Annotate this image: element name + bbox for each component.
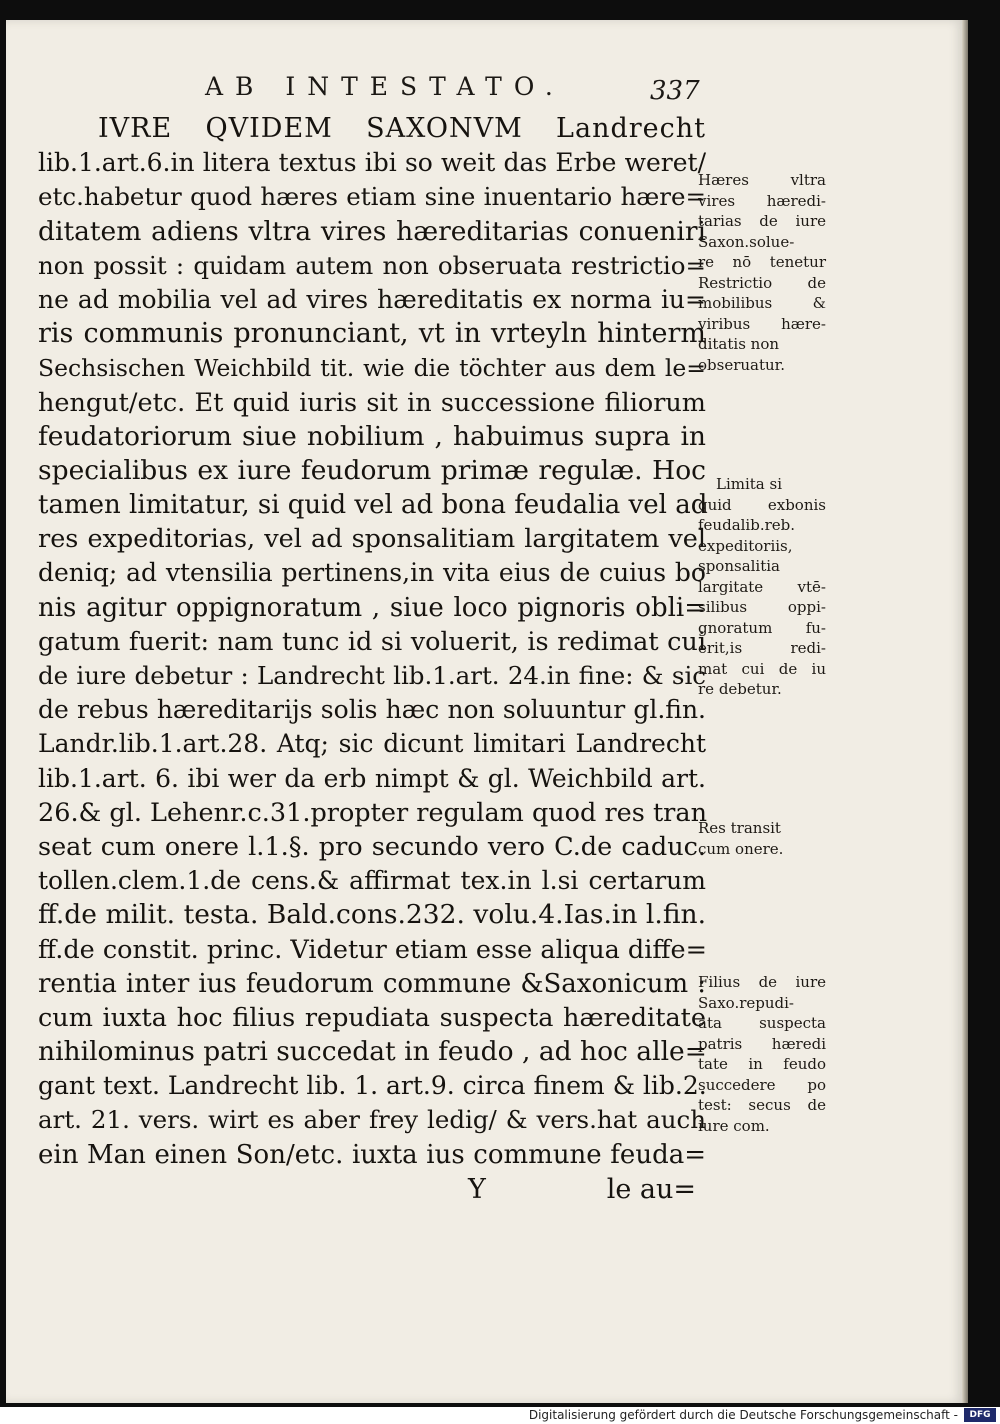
body-text <box>38 112 706 1208</box>
text-line: nihilominus patri succedat in feudo , ad hoc alle= <box>38 1036 707 1068</box>
marginal-note-limita <box>698 474 826 700</box>
marginal-line: largitate vtē- <box>698 577 826 596</box>
marginal-line: erit,is redi- <box>698 639 826 657</box>
text-line: res expeditorias, vel ad sponsalitiam largitatem vel <box>38 524 706 555</box>
text-line: ditatem adiens vltra vires hæreditarias conueniri <box>38 215 706 247</box>
marginal-line: expeditoriis, <box>698 536 793 555</box>
running-head: AB INTESTATO. <box>205 72 565 101</box>
page-number: 337 <box>650 76 700 106</box>
footer-bar <box>0 1407 1000 1424</box>
marginal-line: sponsalitia <box>698 557 780 575</box>
marginal-line: Filius de iure <box>698 973 826 991</box>
text-line: tollen.clem.1.de cens.& affirmat tex.in l.si certarum <box>38 866 706 896</box>
marginal-line: Limita si <box>716 475 783 493</box>
text-line: ff.de constit. princ. Videtur etiam esse aliqua diffe= <box>38 934 707 965</box>
marginal-line: obseruatur. <box>698 355 785 374</box>
marginal-line: Res transit <box>698 819 781 837</box>
marginal-line: vires hæredi- <box>698 191 826 210</box>
text-line: etc.habetur quod hæres etiam sine inuentario hære= <box>38 182 706 212</box>
text-line: gatum fuerit: nam tunc id si voluerit, is redimat cui <box>38 626 706 657</box>
text-line: de rebus hæreditarijs solis hæc non soluuntur gl.fin. <box>38 695 706 725</box>
marginal-line: Saxo.repudi- <box>698 993 794 1012</box>
text-line: IVRE QVIDEM SAXONVM Landrecht <box>98 113 706 144</box>
text-line: nis agitur oppignoratum , siue loco pignoris obli= <box>38 592 706 623</box>
catchword-line <box>38 1172 706 1208</box>
text-line: ne ad mobilia vel ad vires hæreditatis ex norma iu= <box>38 284 706 314</box>
text-line: lib.1.art. 6. ibi wer da erb nimpt & gl. Weichbild art. <box>38 763 706 793</box>
text-line: feudatoriorum siue nobilium , habuimus supra in <box>38 420 706 452</box>
marginal-note-res <box>698 818 826 859</box>
text-line: de iure debetur : Landrecht lib.1.art. 24.in fine: & sic <box>38 661 706 690</box>
marginal-line: tarias de iure <box>698 212 826 230</box>
marginal-line: tate in feudo <box>698 1055 826 1073</box>
funding-notice: Digitalisierung gefördert durch die Deutsche Forschungsgemeinschaft - <box>528 1408 958 1422</box>
text-line: 26.& gl. Lehenr.c.31.propter regulam quod res tran <box>38 797 708 828</box>
text-line: hengut/etc. Et quid iuris sit in successione filiorum <box>38 387 706 418</box>
marginal-line: Hæres vltra <box>698 171 826 189</box>
marginal-line: cum onere. <box>698 839 784 858</box>
text-line: deniq; ad vtensilia pertinens,in vita eius de cuius bo <box>38 558 706 588</box>
marginal-line: feudalib.reb. <box>698 516 796 534</box>
marginal-line: Saxon.solue- <box>698 232 795 251</box>
text-line: art. 21. vers. wirt es aber frey ledig/ & vers.hat auch <box>38 1105 706 1135</box>
marginal-line: silibus oppi- <box>698 598 826 616</box>
marginal-line: viribus hære- <box>698 314 826 333</box>
text-line: cum iuxta hoc filius repudiata suspecta hæreditate <box>38 1002 706 1033</box>
text-line: Sechsischen Weichbild tit. wie die töchter aus dem le= <box>38 354 706 383</box>
marginal-line: re nō tenetur <box>698 253 826 271</box>
marginal-line: patris hæredi <box>698 1034 826 1053</box>
text-line: non possit : quidam autem non obseruata restrictio= <box>38 250 706 280</box>
marginal-note-filius <box>698 972 826 1136</box>
marginal-line: mat cui de iu <box>698 659 826 678</box>
marginal-line: test: secus de <box>698 1096 826 1114</box>
text-line: ris communis pronunciant, vt in vrteyln hinterm <box>38 318 706 350</box>
text-line: rentia inter ius feudorum commune &Saxonicum : <box>38 968 706 999</box>
catchword: le au= <box>606 1173 696 1205</box>
marginal-line: quid exbonis <box>698 495 826 514</box>
text-line: ein Man einen Son/etc. iuxta ius commune feuda= <box>38 1139 706 1170</box>
text-line: ff.de milit. testa. Bald.cons.232. volu.4.Ias.in l.fin. <box>38 899 706 931</box>
text-line: Landr.lib.1.art.28. Atq; sic dicunt limitari Landrecht <box>38 729 706 759</box>
dfg-logo: DFG <box>964 1408 996 1422</box>
marginal-line: ditatis non <box>698 335 780 353</box>
signature-mark: Y <box>468 1173 486 1205</box>
page-edge <box>962 20 968 1403</box>
text-line: seat cum onere l.1.§. pro secundo vero C.de caduc. <box>38 831 706 862</box>
marginal-line: ata suspecta <box>698 1014 826 1032</box>
text-line: tamen limitatur, si quid vel ad bona feudalia vel ad <box>38 490 708 521</box>
marginal-line: gnoratum fu- <box>698 618 826 637</box>
marginal-line: mobilibus & <box>698 294 826 312</box>
text-line: specialibus ex iure feudorum primæ regulæ. Hoc <box>38 454 706 486</box>
text-line: lib.1.art.6.in litera textus ibi so weit das Erbe weret/ <box>38 148 706 178</box>
marginal-line: iure com. <box>698 1116 770 1135</box>
marginal-line: Restrictio de <box>698 273 826 292</box>
text-line: gant text. Landrecht lib. 1. art.9. circa finem & lib.2. <box>38 1071 707 1101</box>
marginal-line: succedere po <box>698 1075 826 1094</box>
marginal-note-haeres <box>698 170 826 375</box>
marginal-line: re debetur. <box>698 680 782 698</box>
